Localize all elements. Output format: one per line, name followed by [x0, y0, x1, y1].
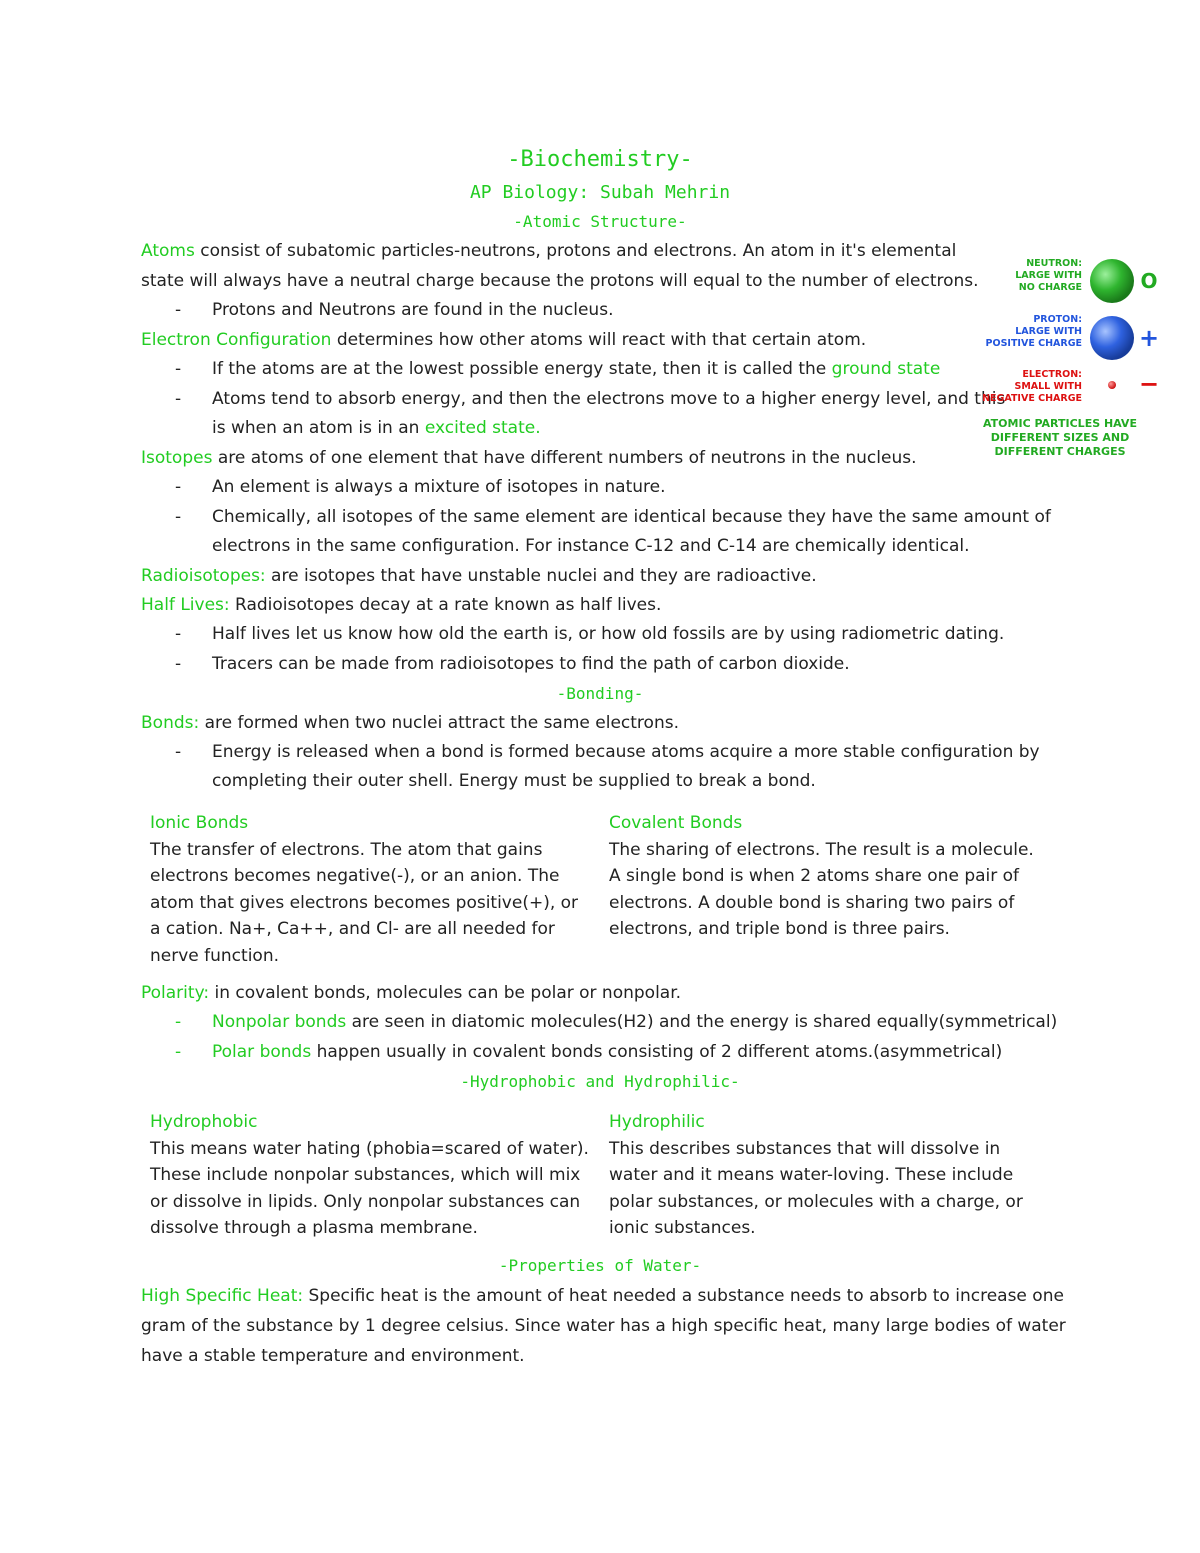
neutron-symbol: O — [1140, 269, 1158, 293]
figure-caption-line2: DIFFERENT SIZES AND — [990, 431, 1130, 444]
hydrophilic-title: Hydrophilic — [609, 1112, 705, 1132]
bullet-ground-state — [212, 359, 940, 379]
ionic-bonds-column — [150, 810, 600, 969]
neutron-label-line1: NEUTRON: — [1026, 258, 1082, 269]
hydrophilic-column — [609, 1109, 1059, 1242]
proton-symbol: + — [1138, 324, 1160, 352]
bullet-dash: - — [175, 1012, 182, 1032]
electron-label — [982, 369, 1082, 404]
paragraph-specific-heat — [141, 1286, 1064, 1306]
proton-label — [986, 314, 1083, 349]
bullet-nonpolar — [212, 1012, 1057, 1032]
section-heading-water: -Properties of Water- — [498, 1256, 702, 1275]
bullet-tracers: Tracers can be made from radioisotopes to find the path of carbon dioxide. — [212, 654, 850, 674]
electron-label-line2: SMALL WITH — [1014, 381, 1082, 392]
half-lives-text: Radioisotopes decay at a rate known as half lives. — [229, 595, 662, 615]
bullet-chemically-cont: electrons in the same configuration. For instance C-12 and C-14 are chemically identical. — [212, 536, 970, 556]
figure-caption — [983, 417, 1137, 458]
paragraph-polarity — [141, 983, 681, 1003]
bullet-mixture: An element is always a mixture of isotopes in nature. — [212, 477, 666, 497]
paragraph-half-lives — [141, 595, 661, 615]
term-nonpolar-bonds: Nonpolar bonds — [212, 1012, 347, 1032]
section-heading-bonding: -Bonding- — [556, 684, 644, 703]
atomic-particles-figure — [968, 250, 1168, 465]
proton-label-line3: POSITIVE CHARGE — [985, 338, 1082, 349]
section-heading-atomic: -Atomic Structure- — [513, 212, 687, 231]
ionic-bonds-title: Ionic Bonds — [150, 813, 249, 833]
hydrophobic-title: Hydrophobic — [150, 1112, 258, 1132]
bullet-dash: - — [175, 359, 182, 379]
absorb-text: is when an atom is in an — [212, 418, 425, 438]
bullet-nucleus: Protons and Neutrons are found in the nucleus. — [212, 300, 614, 320]
neutron-label — [1015, 258, 1082, 293]
document-title: -Biochemistry- — [507, 147, 693, 172]
term-electron-configuration: Electron Configuration — [141, 330, 332, 350]
covalent-bonds-title: Covalent Bonds — [609, 813, 743, 833]
term-excited-state: excited state. — [424, 418, 541, 438]
specific-heat-text: Specific heat is the amount of heat needed a substance needs to absorb to increase one — [303, 1286, 1064, 1306]
paragraph-atoms-cont: state will always have a neutral charge because the protons will equal to the number of electrons. — [141, 271, 979, 291]
paragraph-isotopes — [141, 448, 916, 468]
figure-caption-line1: ATOMIC PARTICLES HAVE — [983, 417, 1137, 430]
ionic-bonds-text: The transfer of electrons. The atom that gains electrons becomes negative(-), or an anion. The atom that gives electrons becomes positive(+), or a cation. Na+, Ca++, and Cl- are all needed for nerve function. — [150, 839, 579, 966]
term-polar-bonds: Polar bonds — [212, 1042, 312, 1062]
paragraph-radioisotopes — [141, 566, 817, 586]
bullet-dash: - — [175, 742, 182, 762]
neutron-label-line2: LARGE WITH — [1015, 270, 1082, 281]
proton-label-line1: PROTON: — [1033, 314, 1082, 325]
bullet-polar — [212, 1042, 1002, 1062]
bullet-dash: - — [175, 654, 182, 674]
bullet-absorb: Atoms tend to absorb energy, and then the electrons move to a higher energy level, and this — [212, 389, 1006, 409]
bullet-dash: - — [175, 300, 182, 320]
bullet-half-lives: Half lives let us know how old the earth is, or how old fossils are by using radiometric dating. — [212, 624, 1005, 644]
bullet-dash: - — [175, 1042, 182, 1062]
paragraph-specific-heat-cont2: have a stable temperature and environment. — [141, 1346, 525, 1366]
bullet-energy: Energy is released when a bond is formed because atoms acquire a more stable configuration by — [212, 742, 1040, 762]
bullet-dash: - — [175, 389, 182, 409]
proton-sphere — [1090, 316, 1134, 360]
bonds-text: are formed when two nuclei attract the same electrons. — [199, 713, 679, 733]
term-half-lives: Half Lives: — [141, 595, 230, 615]
hydrophobic-text: This means water hating (phobia=scared of water). These include nonpolar substances, which will mix or dissolve in lipids. Only nonpolar substances can dissolve through a plasma membrane. — [150, 1138, 589, 1238]
term-radioisotopes: Radioisotopes: — [141, 566, 266, 586]
section-heading-hydro: -Hydrophobic and Hydrophilic- — [460, 1072, 740, 1091]
neutron-label-line3: NO CHARGE — [1018, 282, 1082, 293]
atoms-text: consist of subatomic particles-neutrons, protons and electrons. An atom in it's elemental — [194, 241, 957, 261]
term-isotopes: Isotopes — [141, 448, 213, 468]
covalent-bonds-column — [609, 810, 1059, 943]
term-high-specific-heat: High Specific Heat: — [141, 1286, 304, 1306]
electron-label-line1: ELECTRON: — [1022, 369, 1082, 380]
electron-sphere — [1108, 381, 1116, 389]
neutron-sphere — [1090, 259, 1134, 303]
figure-caption-line3: DIFFERENT CHARGES — [994, 445, 1126, 458]
ec-text: determines how other atoms will react with that certain atom. — [331, 330, 867, 350]
electron-label-line3: NEGATIVE CHARGE — [982, 393, 1082, 404]
bullet-chemically: Chemically, all isotopes of the same element are identical because they have the same amount of — [212, 507, 1051, 527]
term-atoms: Atoms — [141, 241, 195, 261]
bullet-dash: - — [175, 507, 182, 527]
polar-text: happen usually in covalent bonds consisting of 2 different atoms.(asymmetrical) — [311, 1042, 1003, 1062]
proton-label-line2: LARGE WITH — [1015, 326, 1082, 337]
electron-symbol: − — [1138, 370, 1160, 398]
term-polarity: Polarity: — [141, 983, 210, 1003]
hydrophobic-column — [150, 1109, 600, 1242]
covalent-bonds-text: The sharing of electrons. The result is a molecule. A single bond is when 2 atoms share one pair of electrons. A double bond is sharing two pairs of electrons, and triple bond is three pairs. — [609, 839, 1034, 939]
polarity-text: in covalent bonds, molecules can be polar or nonpolar. — [209, 983, 682, 1003]
bullet-dash: - — [175, 624, 182, 644]
document-subtitle: AP Biology: Subah Mehrin — [469, 182, 731, 203]
bullet-energy-cont: completing their outer shell. Energy must be supplied to break a bond. — [212, 771, 816, 791]
ground-text: If the atoms are at the lowest possible energy state, then it is called the — [212, 359, 832, 379]
paragraph-specific-heat-cont: gram of the substance by 1 degree celsius. Since water has a high specific heat, many large bodies of water — [141, 1316, 1066, 1336]
radioisotopes-text: are isotopes that have unstable nuclei and they are radioactive. — [265, 566, 817, 586]
term-ground-state: ground state — [831, 359, 941, 379]
term-bonds: Bonds: — [141, 713, 200, 733]
nonpolar-text: are seen in diatomic molecules(H2) and the energy is shared equally(symmetrical) — [346, 1012, 1058, 1032]
isotopes-text: are atoms of one element that have different numbers of neutrons in the nucleus. — [212, 448, 917, 468]
bullet-dash: - — [175, 477, 182, 497]
paragraph-electron-config — [141, 330, 866, 350]
paragraph-bonds — [141, 713, 679, 733]
paragraph-atoms — [141, 241, 956, 261]
hydrophilic-text: This describes substances that will dissolve in water and it means water-loving. These include polar substances, or molecules with a charge, or ionic substances. — [609, 1138, 1023, 1238]
bullet-absorb-cont — [212, 418, 541, 438]
